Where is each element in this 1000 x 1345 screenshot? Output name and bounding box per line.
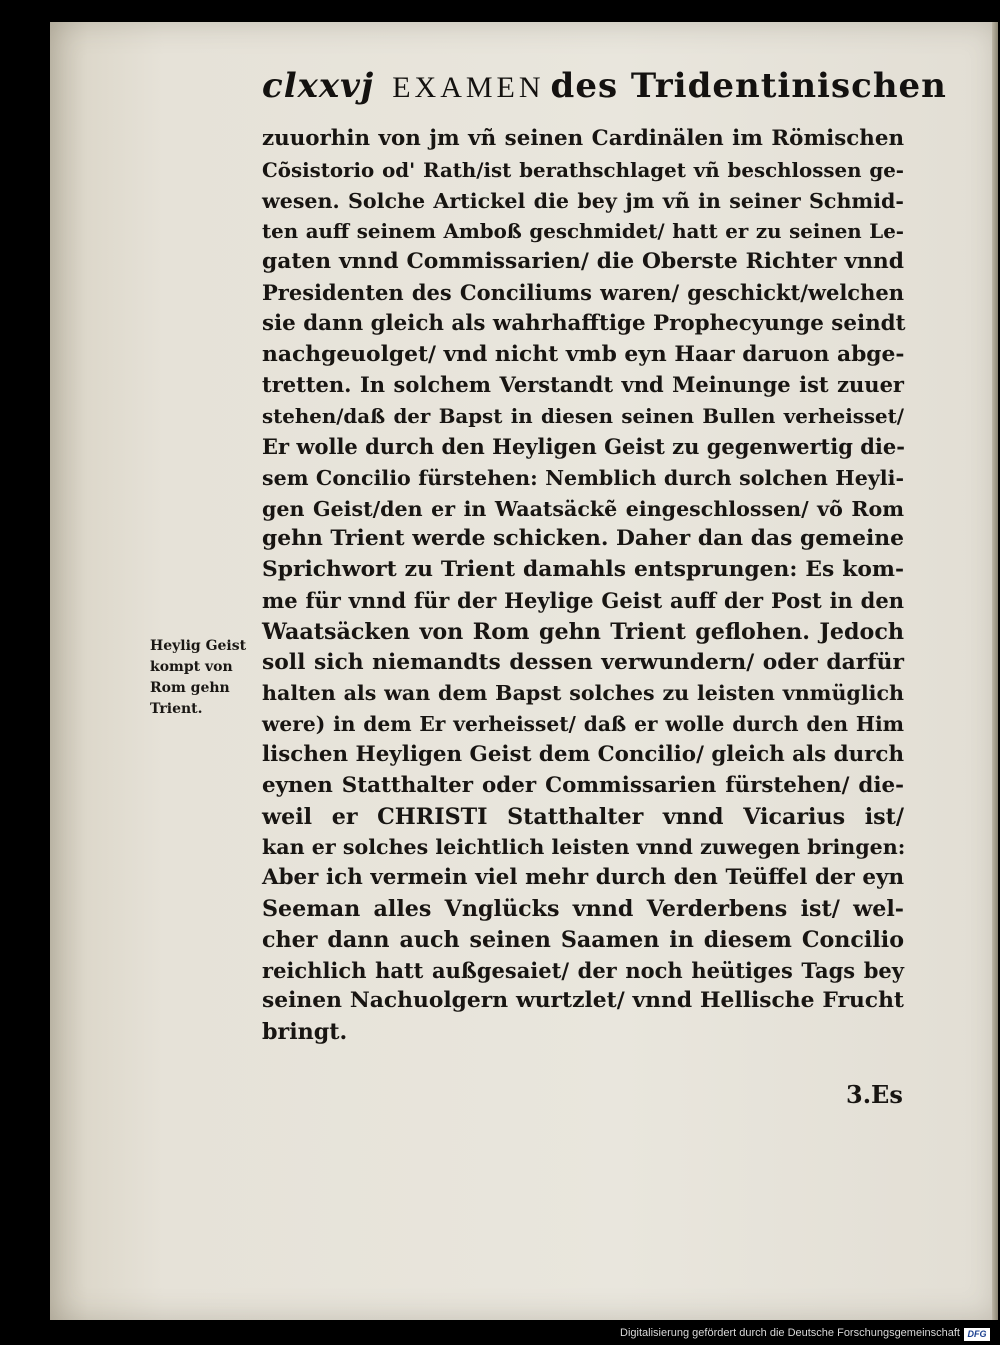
text-line: me für vnnd für der Heylige Geist auff der Post in den <box>262 587 904 613</box>
catchword: 3.Es <box>846 1080 903 1109</box>
text-line: seinen Nachuolgern wurtzlet/ vnnd Hellische Frucht <box>262 988 904 1014</box>
text-line: lischen Heyligen Geist dem Concilio/ gleich als durch <box>262 741 905 767</box>
text-line: Sprichwort zu Trient damahls entsprungen: Es kom- <box>262 557 904 583</box>
marginal-note <box>150 636 260 720</box>
text-line: gen Geist/den er in Waatsäckẽ eingeschlossen/ võ Rom <box>262 496 904 521</box>
running-title-caps: EXAMEN <box>392 71 545 104</box>
marginal-note-line: Trient. <box>150 701 203 717</box>
running-head <box>262 66 947 118</box>
funding-credit: Digitalisierung gefördert durch die Deutsche Forschungsgemeinschaft <box>620 1327 960 1339</box>
running-title-rest: des Tridentinischen <box>550 66 947 106</box>
text-line: stehen/daß der Bapst in diesen seinen Bullen verheisset/ <box>262 404 904 429</box>
text-line: weil er CHRISTI Statthalter vnnd Vicarius ist/ <box>262 803 904 830</box>
text-line: wesen. Solche Artickel die bey jm vñ in seiner Schmid- <box>262 188 904 213</box>
marginal-note-line: kompt von <box>150 659 233 675</box>
text-line: gehn Trient werde schicken. Daher dan das gemeine <box>262 526 904 552</box>
text-line: Waatsäcken von Rom gehn Trient geflohen. Jedoch <box>262 618 904 645</box>
text-line: reichlich hatt außgesaiet/ der noch heütiges Tags bey <box>262 957 904 983</box>
text-line: bringt. <box>262 1019 348 1046</box>
text-line: Seeman alles Vnglücks vnnd Verderbens ist/ wel- <box>262 895 904 922</box>
text-line: Presidenten des Conciliums waren/ geschickt/welchen <box>262 279 904 305</box>
text-line: tretten. In solchem Verstandt vnd Meinunge ist zuuer <box>262 372 904 398</box>
folio-number: clxxvj <box>262 66 375 106</box>
funding-bar <box>0 1325 1000 1345</box>
text-line: nachgeuolget/ vnd nicht vmb eyn Haar daruon abge- <box>262 341 905 367</box>
dfg-logo-icon: DFG <box>964 1328 990 1341</box>
text-line: ten auff seinem Amboß geschmidet/ hatt er zu seinen Le- <box>262 219 904 244</box>
text-line: sie dann gleich als wahrhafftige Prophecyunge seindt <box>262 310 906 336</box>
text-line: soll sich niemandts dessen verwundern/ oder darfür <box>262 649 904 675</box>
text-line: were) in dem Er verheisset/ daß er wolle durch den Him <box>262 712 904 737</box>
body-text <box>262 124 904 1048</box>
text-line: sem Concilio fürstehen: Nemblich durch solchen Heyli- <box>262 465 904 490</box>
text-line: Aber ich vermein viel mehr durch den Teüffel der eyn <box>262 865 904 891</box>
text-line: gaten vnnd Commissarien/ die Oberste Richter vnnd <box>262 249 904 275</box>
text-line: Er wolle durch den Heyligen Geist zu gegenwertig die- <box>262 433 905 459</box>
text-line: zuuorhin von jm vñ seinen Cardinälen im Römischen <box>262 126 904 151</box>
text-line: Cõsistorio od' Rath/ist berathschlaget vñ beschlossen ge- <box>262 157 904 182</box>
text-line: halten als wan dem Bapst solches zu leisten vnmüglich <box>262 681 904 706</box>
text-line: eynen Statthalter oder Commissarien fürstehen/ die- <box>262 772 904 798</box>
marginal-note-line: Rom gehn <box>150 680 230 696</box>
text-line: kan er solches leichtlich leisten vnnd zuwegen bringen: <box>262 835 906 860</box>
marginal-note-line: Heylig Geist <box>150 638 247 654</box>
page-edge <box>992 22 998 1320</box>
text-line: cher dann auch seinen Saamen in diesem Concilio <box>262 926 904 953</box>
